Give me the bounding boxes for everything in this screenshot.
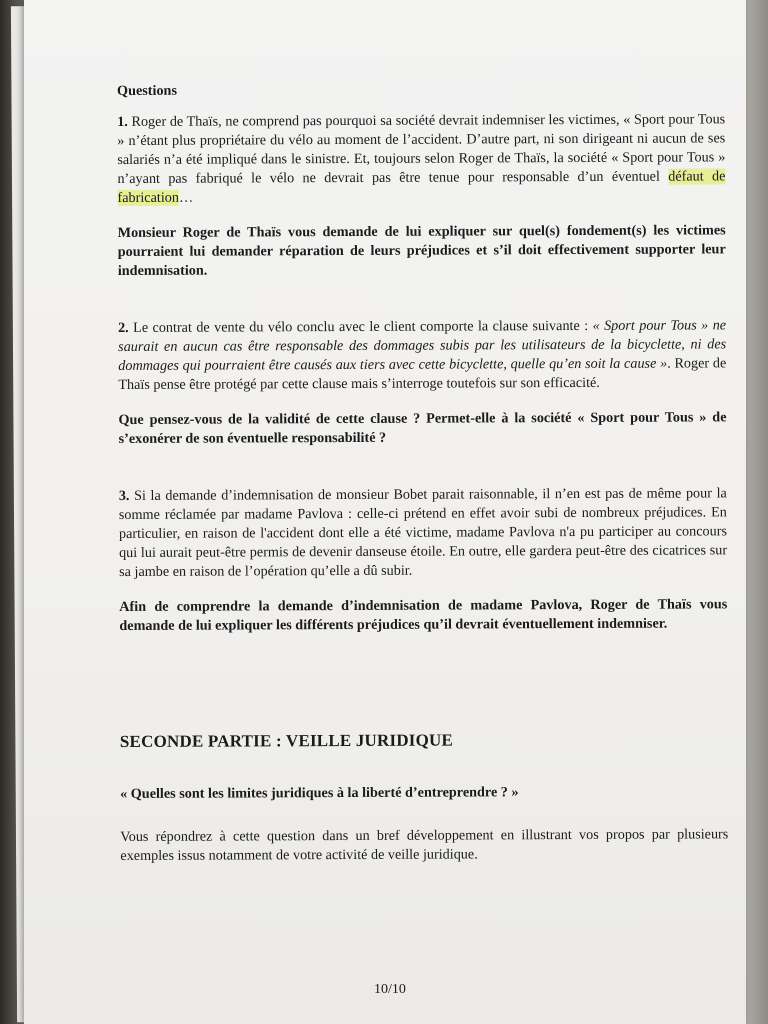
- question-3-text: Si la demande d’indemnisation de monsieur Bobet parait raisonnable, il n’en est pas de même pour la somme réclamée par madame Pavlova : celle-ci prétend en effet avoir subi de nombreux préjudices. En particulier, en raison de l'accident dont elle a été victime, madame Pavlova n'a pu participer au concours qui lui aurait peut-être permis de devenir danseuse étoile. En outre, elle gardera peut-être des cicatrices sur sa jambe en raison de l’opération qu’elle a dû subir.: [118, 485, 728, 580]
- question-1-prompt: Monsieur Roger de Thaïs vous demande de lui expliquer sur quel(s) fondement(s) les victimes pourraient lui demander réparation de leurs préjudices et s’il doit effectivement supporter leur indemnisation.: [117, 222, 726, 279]
- question-2-paragraph: [118, 316, 726, 395]
- section-2-title: SECONDE PARTIE : VEILLE JURIDIQUE: [119, 730, 454, 751]
- page-number: 10/10: [374, 982, 406, 997]
- question-3-number: 3.: [118, 487, 130, 504]
- question-1-paragraph: [117, 110, 725, 208]
- question-3-paragraph: [119, 484, 727, 582]
- page-content: [117, 79, 728, 882]
- document-page: [24, 0, 746, 1024]
- section-2-instruction: Vous répondrez à cette question dans un bref développement en illustrant vos propos par plusieurs exemples issus notamment de votre activité de veille juridique.: [120, 826, 729, 864]
- page-footer: [24, 982, 746, 998]
- contract-clause: « Sport pour Tous » ne saurait en aucun cas être responsable des dommages subis par les utilisateurs de la bicyclette, ni des dommages qui pourraient être causés aux tiers avec cette bicyclette, quelle qu’en soit la cause »: [118, 317, 727, 374]
- question-2-prompt: Que pensez-vous de la validité de cette clause ? Permet-elle à la société « Sport pour Tous » de s’exonérer de son éventuelle responsabilité ?: [118, 409, 727, 447]
- question-3-prompt: Afin de comprendre la demande d’indemnisation de madame Pavlova, Roger de Thaïs vous demande de lui expliquer les différents préjudices qu’il devrait éventuellement indemniser.: [119, 596, 728, 634]
- question-2-text: Le contrat de vente du vélo conclu avec le client comporte la clause suivante :: [128, 317, 593, 336]
- question-2-number: 2.: [118, 319, 129, 336]
- highlighted-phrase: défaut de fabrication: [117, 168, 726, 206]
- question-1-text: Roger de Thaïs, ne comprend pas pourquoi sa société devrait indemniser les victimes, « Sport pour Tous » n’étant plus propriétaire du vélo au moment de l’accident. D’autre part, ni son dirigeant ni aucun de ses salariés n’a été impliqué dans le sinistre. Et, toujours selon Roger de Thaïs, la société « Sport pour Tous » n’ayant pas fabriqué le vélo ne devrait pas être tenue pour responsable d’un éventuel: [117, 111, 726, 187]
- question-1-number: 1.: [117, 113, 128, 130]
- questions-heading: Questions: [117, 82, 177, 99]
- section-2-question: « Quelles sont les limites juridiques à la liberté d’entreprendre ? »: [120, 784, 519, 802]
- question-1-ellipsis: …: [178, 189, 194, 206]
- question-2-text-end: . Roger de Thaïs pense être protégé par cette clause mais s’interroge toutefois sur son efficacité.: [118, 355, 727, 393]
